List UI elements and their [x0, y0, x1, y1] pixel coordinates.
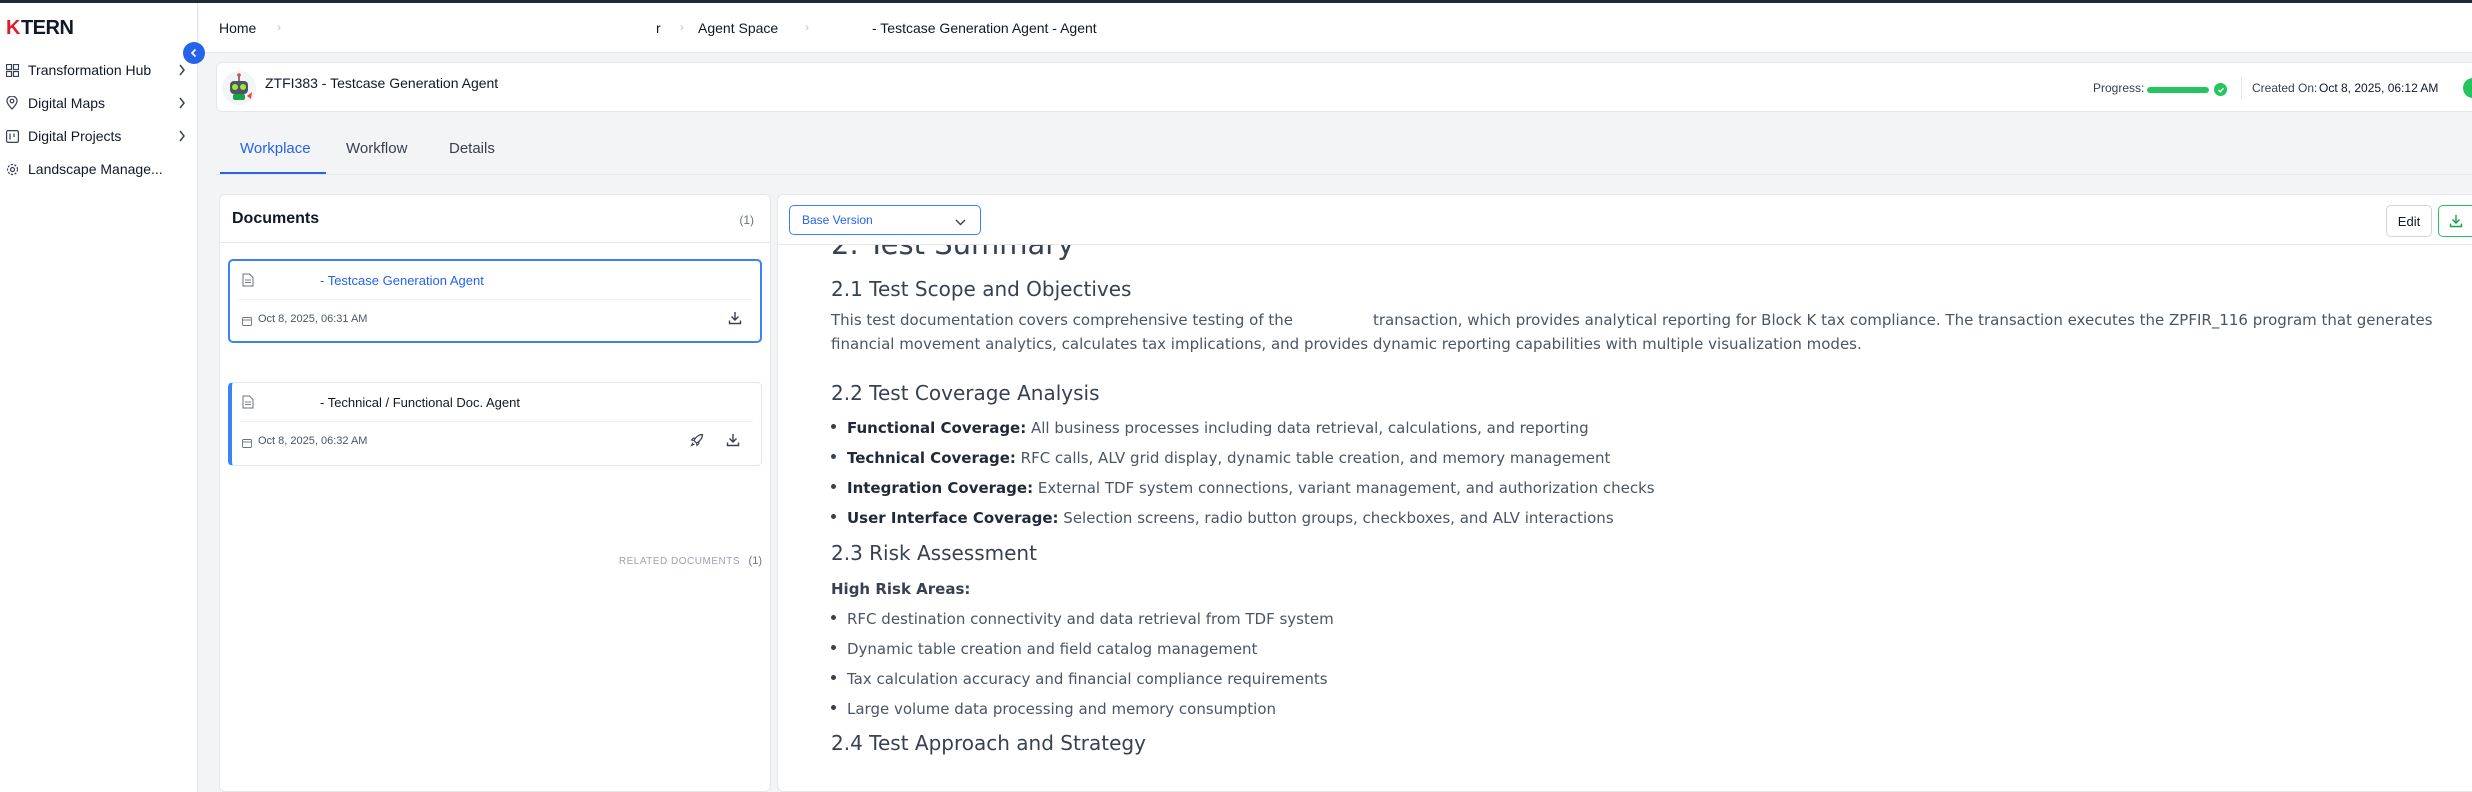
sidebar-item-label: Digital Projects	[28, 128, 122, 144]
breadcrumb-separator: ›	[277, 20, 281, 34]
check-circle-icon	[2214, 83, 2227, 96]
created-on-label: Created On:	[2252, 81, 2318, 95]
chevron-right-icon	[178, 63, 186, 79]
documents-count: (1)	[739, 213, 754, 227]
document-date: Oct 8, 2025, 06:31 AM	[258, 313, 368, 325]
subsection-heading: 2.2 Test Coverage Analysis	[831, 381, 1100, 405]
subsection-heading: 2.4 Test Approach and Strategy	[831, 731, 1146, 755]
breadcrumb-separator: ›	[805, 20, 809, 34]
file-icon	[242, 395, 254, 414]
divider	[2241, 77, 2242, 99]
project-board-icon	[4, 128, 20, 144]
sidebar-item-landscape-management[interactable]	[0, 154, 198, 184]
high-risk-label: High Risk Areas:	[831, 580, 971, 598]
sidebar-item-label: Landscape Manage...	[28, 161, 163, 177]
list-item: RFC destination connectivity and data retrieval from TDF system	[831, 610, 1334, 628]
list-item: Functional Coverage: All business processes including data retrieval, calculations, and reporting	[831, 419, 1589, 437]
status-indicator[interactable]	[2463, 78, 2472, 98]
edit-button[interactable]: Edit	[2386, 205, 2432, 237]
paragraph-text: transaction, which provides analytical reporting for Block K tax compliance. The transaction executes the ZPFIR_116 program that generates	[1372, 311, 2433, 329]
agent-header	[216, 62, 2472, 112]
list-item: Large volume data processing and memory consumption	[831, 700, 1276, 718]
breadcrumb-separator: ›	[680, 20, 684, 34]
sidebar-item-digital-projects[interactable]	[0, 121, 198, 151]
related-documents-count: (1)	[748, 555, 762, 567]
sidebar-item-label: Transformation Hub	[28, 62, 152, 78]
rocket-icon[interactable]	[688, 431, 706, 449]
subsection-heading: 2.1 Test Scope and Objectives	[831, 277, 1132, 301]
progress-label: Progress:	[2093, 81, 2145, 95]
related-documents-label: RELATED DOCUMENTS	[618, 556, 740, 567]
tab-workplace[interactable]: Workplace	[240, 140, 311, 157]
sidebar-item-digital-maps[interactable]	[0, 88, 198, 118]
paragraph-text: financial movement analytics, calculates tax implications, and provides dynamic reporting capabilities with multiple visualization modes.	[831, 335, 1862, 353]
sidebar	[0, 3, 198, 792]
calendar-icon	[242, 435, 252, 453]
divider	[240, 421, 753, 422]
tab-bar	[216, 128, 2472, 174]
logo-text: TERN	[20, 17, 74, 39]
chevron-down-icon	[955, 215, 966, 229]
logo[interactable]	[6, 17, 73, 40]
list-item: Technical Coverage: RFC calls, ALV grid display, dynamic table creation, and memory management	[831, 449, 1610, 467]
chevron-left-icon	[189, 48, 199, 58]
subsection-heading: 2.3 Risk Assessment	[831, 541, 1037, 565]
agent-title: ZTFI383 - Testcase Generation Agent	[265, 75, 499, 91]
breadcrumb-home[interactable]: Home	[219, 20, 257, 36]
document-name: - Testcase Generation Agent	[320, 273, 484, 288]
list-item: User Interface Coverage: Selection screens, radio button groups, checkboxes, and ALV interactions	[831, 509, 1614, 527]
logo-k: K	[6, 17, 20, 39]
viewer-toolbar	[778, 195, 2472, 245]
breadcrumb	[199, 3, 2472, 53]
divider	[238, 299, 752, 300]
download-icon	[2449, 214, 2463, 228]
file-icon	[242, 273, 254, 292]
document-viewer	[777, 194, 2472, 792]
document-date: Oct 8, 2025, 06:32 AM	[258, 435, 368, 447]
version-select-value: Base Version	[802, 213, 873, 227]
breadcrumb-current: - Testcase Generation Agent - Agent	[872, 20, 1097, 36]
version-select[interactable]	[789, 205, 981, 235]
chevron-right-icon	[178, 129, 186, 145]
progress-bar	[2147, 87, 2209, 93]
download-button[interactable]	[2438, 205, 2472, 237]
document-card-related[interactable]	[228, 382, 762, 466]
paragraph-text: This test documentation covers comprehensive testing of the	[831, 311, 1293, 329]
agent-avatar	[221, 70, 257, 106]
download-icon[interactable]	[724, 431, 742, 449]
sidebar-collapse-button[interactable]	[183, 42, 205, 64]
documents-panel	[219, 194, 771, 792]
list-item: Integration Coverage: External TDF system connections, variant management, and authorization checks	[831, 479, 1655, 497]
tab-workflow[interactable]: Workflow	[346, 140, 408, 157]
divider	[216, 174, 2472, 175]
list-item: Dynamic table creation and field catalog management	[831, 640, 1257, 658]
gear-icon	[4, 161, 20, 177]
download-icon[interactable]	[726, 309, 744, 327]
breadcrumb-item-project[interactable]: r	[656, 20, 661, 36]
grid-icon	[4, 62, 20, 78]
sidebar-item-transformation-hub[interactable]	[0, 55, 198, 85]
calendar-icon	[242, 313, 252, 331]
list-item: Tax calculation accuracy and financial compliance requirements	[831, 670, 1328, 688]
tab-details[interactable]: Details	[449, 140, 495, 157]
paragraph	[831, 308, 2431, 356]
chevron-right-icon	[178, 96, 186, 112]
document-name: - Technical / Functional Doc. Agent	[320, 395, 520, 410]
progress-fill	[2147, 87, 2209, 93]
sidebar-item-label: Digital Maps	[28, 95, 106, 111]
documents-header	[220, 195, 770, 243]
document-card-primary[interactable]	[228, 259, 762, 343]
created-on-value: Oct 8, 2025, 06:12 AM	[2319, 81, 2439, 95]
map-pin-icon	[4, 95, 20, 111]
documents-title: Documents	[232, 210, 320, 227]
breadcrumb-item-agent-space[interactable]: Agent Space	[698, 20, 779, 36]
